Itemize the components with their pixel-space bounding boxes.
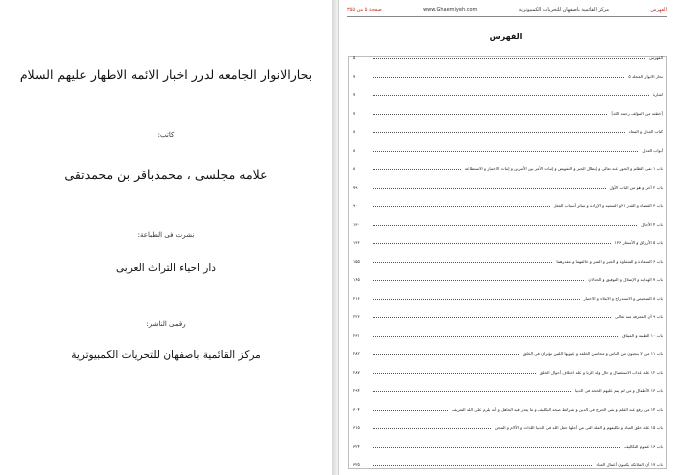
toc-entry-label: [خطبة من المؤلف رحمه الله] — [611, 110, 663, 116]
author-label: کاتب: — [157, 131, 175, 139]
toc-leader-dots — [373, 410, 448, 411]
toc-entry-label: باب ۱۲ علة عذاب الاستئصال و حال ولد الزنا و علة اختلاف أحوال الخلق — [539, 369, 663, 375]
toc-entry[interactable] — [353, 180, 663, 190]
toc-entry[interactable] — [353, 198, 663, 208]
toc-leader-dots — [373, 206, 550, 207]
toc-entry-label: باب ۵ الأرزاق و الأسعار ۱۳۶ — [614, 240, 663, 245]
toc-entry[interactable] — [353, 143, 663, 153]
publisher-label: نشرت فی الطباعة: — [137, 231, 195, 239]
toc-entry-label: اشارة — [652, 92, 663, 97]
toc-entry-label: باب ۱۰ الطینة و المیثاق — [622, 332, 663, 338]
toc-entry-label: باب ۱۵ علة خلق العباد و تکلیفهم و العلة التی من أجلها جعل الله فی الدنیا اللذات و الآلام و المحن — [494, 425, 663, 430]
toc-leader-dots — [373, 95, 649, 96]
toc-leader-dots — [373, 299, 580, 300]
toc-entry[interactable] — [353, 217, 663, 227]
header-divider — [347, 16, 667, 17]
toc-entry[interactable] — [353, 69, 663, 79]
digital-publisher-label: رقمی الناشر: — [146, 320, 186, 328]
toc-entry-label: باب ۲ آخر و هو من الباب الأول — [609, 184, 663, 190]
toc-entry-page: ۲۱۶ — [353, 295, 360, 301]
toc-leader-dots — [373, 373, 536, 374]
toc-entry-label: باب ۹ أن المعرفة منه تعالی — [615, 314, 663, 319]
toc-entry-page: ۳۲۵ — [353, 462, 360, 467]
toc-entry-page: ۳۲۴ — [353, 443, 360, 449]
toc-entry-page: ۱۵۵ — [353, 258, 360, 264]
toc-entry-page: ۱۶۵ — [353, 277, 360, 282]
toc-entry-page: ۲۸۷ — [353, 369, 360, 375]
website-link[interactable]: www.Ghaemiyeh.com — [423, 7, 478, 13]
toc-leader-dots — [373, 428, 491, 429]
toc-leader-dots — [373, 354, 519, 355]
toc-leader-dots — [373, 151, 638, 152]
toc-leader-dots — [373, 132, 625, 133]
toc-leader-dots — [373, 225, 637, 226]
toc-entry-page: ۱۳۰ — [353, 221, 360, 227]
toc-entry-page: ۵ — [353, 55, 356, 60]
toc-entry-label: باب ۱ نفی الظلم و الجور عنه تعالی و إبطال الجبر و التفویض و إثبات الأمر بین الأمرین و إثبات الاختیار و الاستطاعة — [464, 166, 663, 171]
toc-entry[interactable] — [353, 235, 663, 245]
toc-entry-label: باب ۱۶ عموم التکالیف — [624, 443, 663, 449]
toc-entry-page: ۷ — [353, 73, 356, 79]
toc-leader-dots — [373, 262, 552, 263]
toc-entry-label: باب ۷ الهدایة و الإضلال و التوفیق و الخذلان — [588, 277, 663, 282]
book-title: بحارالانوار الجامعه لدرر اخبار الائمه الاطهار علیهم السلام — [19, 67, 313, 82]
right-page — [338, 0, 673, 475]
page-header — [347, 5, 667, 15]
toc-entry-page: ۷۹ — [353, 184, 358, 190]
toc-entry[interactable] — [353, 383, 663, 393]
toc-entry-label: باب ۶ السعادة و الشقاوة و الخیر و الشر و خالقهما و مقدرهما — [556, 258, 663, 264]
toc-entry[interactable] — [353, 272, 663, 282]
toc-entry[interactable] — [353, 346, 663, 356]
toc-entry-label: باب ۱۷ أن الملائکة یکتبون أعمال العباد — [596, 462, 663, 467]
toc-leader-dots — [373, 317, 611, 318]
toc-entry-page: ۷ — [353, 92, 356, 97]
toc-entry-page: ۹۰ — [353, 203, 358, 208]
toc-entry-label: باب ۱۳ الأطفال و من لم یتم علیهم الحجة فی الدنیا — [574, 388, 663, 393]
toc-leader-dots — [373, 336, 618, 337]
toc-title: الفهرس — [489, 32, 523, 41]
toc-entry-label: کتاب العدل و المعاد — [628, 129, 663, 134]
author-name: علامه مجلسی ، محمدباقر بن محمدتقی — [64, 167, 268, 182]
toc-entry-page: ۳۱۵ — [353, 425, 360, 430]
toc-leader-dots — [373, 169, 461, 170]
toc-entry-label: أبواب العدل — [642, 147, 663, 153]
toc-leader-dots — [373, 188, 606, 189]
toc-entry[interactable] — [353, 50, 663, 60]
publisher-name: دار احیاء التراث العربی — [116, 262, 216, 274]
toc-entry[interactable] — [353, 254, 663, 264]
toc-entry-label: باب ۱۴ من رفع عنه القلم و نفی الحرج فی الدین و شرائط صحة التکلیف و ما یعذر فیه الجاهل و أنه یلزم علی الله التعریف — [452, 406, 663, 412]
toc-entry[interactable] — [353, 439, 663, 449]
toc-entry-page: ۲۸۲ — [353, 351, 360, 356]
toc-entry[interactable] — [353, 161, 663, 171]
toc-entry-page: ۲۳۱ — [353, 332, 360, 338]
toc-entry[interactable] — [353, 365, 663, 375]
toc-entry[interactable] — [353, 309, 663, 319]
toc-leader-dots — [373, 280, 584, 281]
toc-leader-dots — [373, 58, 645, 59]
toc-entry-label: باب ۱۱ من لا ینجبون من الناس و محاسن الخلقة و عیوبها اللتین تؤثران فی الخلق — [522, 351, 663, 356]
left-page — [0, 0, 332, 475]
toc-entry-page: ۱۳۶ — [353, 240, 360, 245]
toc-entry[interactable] — [353, 106, 663, 116]
toc-entry-page: ۲۹۴ — [353, 388, 360, 393]
toc-entry[interactable] — [353, 402, 663, 412]
toc-entry[interactable] — [353, 291, 663, 301]
toc-entry[interactable] — [353, 124, 663, 134]
toc-entry-page: ۳۰۴ — [353, 406, 360, 412]
toc-leader-dots — [373, 391, 571, 392]
toc-entry-label: باب ۳ القضاء و القدر ۶۱و المشیة و الإرادة و سائر أسباب الفعل — [553, 203, 663, 208]
page-number-info: صفحة ۵ من ۳۵۵ — [347, 7, 382, 13]
toc-entry-page: ۸ — [353, 166, 356, 171]
toc-entry-page: ۸ — [353, 129, 356, 134]
toc-entry-label: باب ۸ التمحیص و الاستدراج و الابتلاء و الاختبار — [583, 295, 663, 301]
toc-entry-page: ۲۲۶ — [353, 314, 360, 319]
toc-entry[interactable] — [353, 87, 663, 97]
header-section-title: الفهرس — [650, 7, 667, 13]
toc-leader-dots — [373, 465, 592, 466]
toc-entry[interactable] — [353, 457, 663, 467]
toc-entry-label: الفهرس — [649, 55, 663, 60]
toc-entry-page: ۸ — [353, 147, 356, 153]
digital-publisher-name: مرکز القائمیة باصفهان للتحریات الکمبیوتریة — [71, 349, 261, 361]
toc-entry-label: باب ۴ الآجال — [641, 221, 663, 227]
toc-leader-dots — [373, 77, 624, 78]
header-center-title: مرکز القائمیة باصفهان للتحریات الکمبیوتریة — [518, 7, 609, 13]
toc-entry[interactable] — [353, 328, 663, 338]
toc-leader-dots — [373, 243, 611, 244]
toc-entry[interactable] — [353, 420, 663, 430]
toc-leader-dots — [373, 447, 620, 448]
toc-leader-dots — [373, 114, 607, 115]
toc-entry-label: بحار الانوار المجلد ۵ — [628, 73, 663, 79]
toc-entry-page: ۷ — [353, 110, 356, 116]
